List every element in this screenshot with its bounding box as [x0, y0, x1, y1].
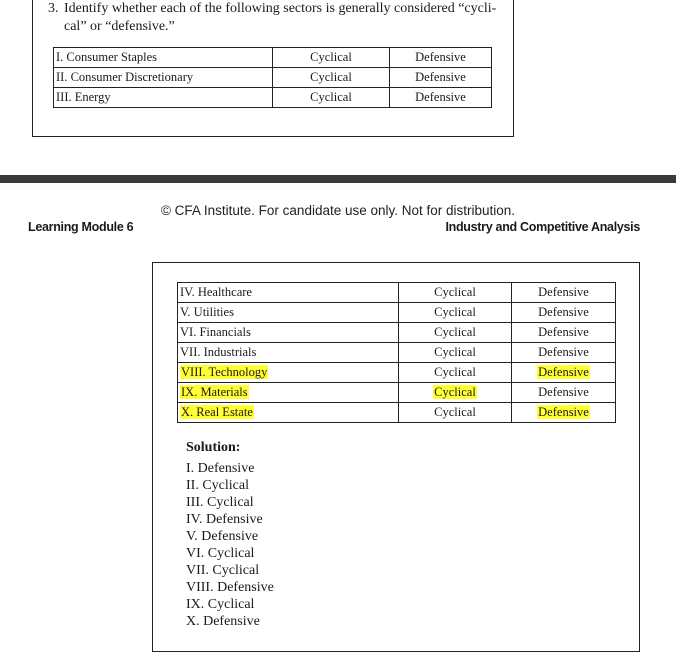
solution-item: IV. Defensive [186, 512, 263, 527]
cyclical-cell [399, 403, 512, 423]
solution-item: III. Cyclical [186, 495, 254, 510]
defensive-cell [512, 383, 616, 403]
option-text: Cyclical [434, 345, 476, 359]
solution-item: X. Defensive [186, 614, 260, 629]
sector-cell [178, 403, 399, 423]
sector-cell [178, 323, 399, 343]
cyclical-cell [273, 88, 390, 108]
solution-item: VIII. Defensive [186, 580, 274, 595]
defensive-cell [512, 403, 616, 423]
option-text: Defensive [538, 405, 589, 419]
option-text: Defensive [538, 365, 589, 379]
page-divider [0, 175, 676, 183]
table-row [178, 323, 616, 343]
defensive-cell [512, 283, 616, 303]
defensive-cell [512, 323, 616, 343]
solution-item: VII. Cyclical [186, 563, 260, 578]
cyclical-cell [399, 283, 512, 303]
cyclical-cell [399, 383, 512, 403]
cyclical-cell [399, 363, 512, 383]
solution-item: II. Cyclical [186, 478, 249, 493]
solution-list [186, 460, 274, 630]
defensive-cell [390, 68, 492, 88]
option-text: Cyclical [434, 385, 476, 399]
sector-cell [178, 283, 399, 303]
sector-cell [178, 383, 399, 403]
sector-cell [178, 343, 399, 363]
cyclical-cell [399, 323, 512, 343]
sector-cell [54, 48, 273, 68]
cyclical-cell [273, 68, 390, 88]
copyright-notice: © CFA Institute. For candidate use only. Not for distribution. [160, 203, 516, 218]
sector-name: I. Consumer Staples [56, 50, 158, 64]
option-text: Cyclical [434, 405, 476, 419]
question-text: Identify whether each of the following sectors is generally considered “cycli-cal” or “defensive.” [64, 1, 497, 34]
option-text: Defensive [538, 345, 589, 359]
option-text: Cyclical [310, 90, 352, 104]
sector-name: IV. Healthcare [180, 285, 252, 299]
sector-cell [54, 68, 273, 88]
sector-name: III. Energy [56, 90, 111, 104]
solution-item: V. Defensive [186, 529, 259, 544]
option-text: Defensive [538, 305, 589, 319]
option-text: Cyclical [434, 365, 476, 379]
sector-cell [178, 303, 399, 323]
sector-table-top [53, 47, 492, 108]
table-row [178, 403, 616, 423]
cyclical-cell [399, 303, 512, 323]
table-row [178, 283, 616, 303]
option-text: Defensive [415, 90, 466, 104]
chapter-title: Industry and Competitive Analysis [445, 220, 640, 234]
module-label: Learning Module 6 [28, 220, 134, 234]
sector-name: II. Consumer Discretionary [56, 70, 194, 84]
question-number: 3. [48, 1, 59, 16]
cyclical-cell [399, 343, 512, 363]
sector-name: X. Real Estate [181, 405, 253, 419]
table-row [178, 343, 616, 363]
option-text: Defensive [538, 285, 589, 299]
sector-name: VIII. Technology [181, 365, 268, 379]
option-text: Cyclical [310, 50, 352, 64]
sector-table-bottom [177, 282, 616, 423]
defensive-cell [512, 343, 616, 363]
option-text: Cyclical [310, 70, 352, 84]
sector-cell [178, 363, 399, 383]
solution-item: I. Defensive [186, 461, 255, 476]
option-text: Defensive [415, 70, 466, 84]
defensive-cell [390, 48, 492, 68]
table-row [178, 383, 616, 403]
solution-item: VI. Cyclical [186, 546, 255, 561]
option-text: Defensive [538, 325, 589, 339]
sector-name: VII. Industrials [180, 345, 257, 359]
option-text: Defensive [538, 385, 589, 399]
table-row [54, 48, 492, 68]
option-text: Cyclical [434, 305, 476, 319]
defensive-cell [512, 363, 616, 383]
defensive-cell [512, 303, 616, 323]
sector-cell [54, 88, 273, 108]
table-row [54, 68, 492, 88]
solution-item: IX. Cyclical [186, 597, 255, 612]
option-text: Cyclical [434, 325, 476, 339]
table-row [178, 303, 616, 323]
table-row [54, 88, 492, 108]
sector-name: V. Utilities [180, 305, 234, 319]
option-text: Cyclical [434, 285, 476, 299]
defensive-cell [390, 88, 492, 108]
table-row [178, 363, 616, 383]
option-text: Defensive [415, 50, 466, 64]
solution-title: Solution: [186, 440, 241, 455]
cyclical-cell [273, 48, 390, 68]
sector-name: IX. Materials [181, 385, 248, 399]
sector-name: VI. Financials [180, 325, 251, 339]
